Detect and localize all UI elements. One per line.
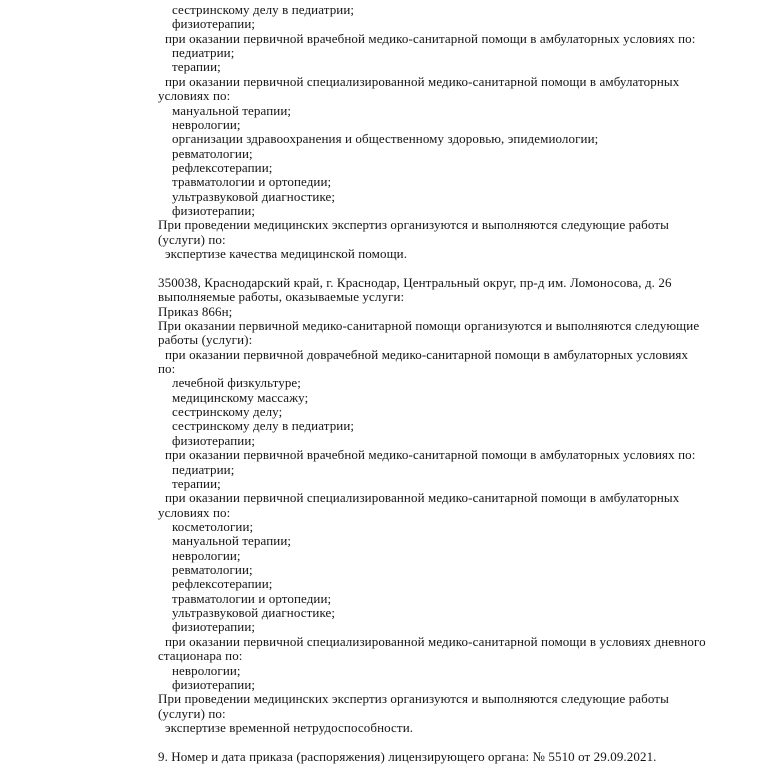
document-line: При проведении медицинских экспертиз организуются и выполняются следующие работы bbox=[158, 691, 669, 707]
document-line: при оказании первичной специализированной медико-санитарной помощи в амбулаторных bbox=[165, 490, 680, 506]
document-line: физиотерапии; bbox=[172, 16, 256, 32]
document-line: при оказании первичной врачебной медико-санитарной помощи в амбулаторных условиях по: bbox=[165, 447, 696, 463]
document-line: неврологии; bbox=[172, 547, 241, 563]
document-line: терапии; bbox=[172, 475, 221, 491]
document-line: экспертизе качества медицинской помощи. bbox=[165, 246, 408, 262]
document-line: мануальной терапии; bbox=[172, 533, 292, 549]
document-line: по: bbox=[158, 360, 176, 376]
document-line: при оказании первичной врачебной медико-санитарной помощи в амбулаторных условиях по: bbox=[165, 30, 696, 46]
document-line: условиях по: bbox=[158, 504, 231, 520]
document-line: ревматологии; bbox=[172, 145, 253, 161]
document-line: терапии; bbox=[172, 59, 221, 75]
document-line: Приказ 866н; bbox=[158, 303, 233, 319]
document-line: При оказании первичной медико-санитарной помощи организуются и выполняются следующие bbox=[158, 317, 700, 333]
document-line: работы (услуги): bbox=[158, 332, 253, 348]
document-line: травматологии и ортопедии; bbox=[172, 590, 332, 606]
document-line: физиотерапии; bbox=[172, 203, 256, 219]
document-line: сестринскому делу; bbox=[172, 404, 283, 420]
document-line: при оказании первичной специализированной медико-санитарной помощи в амбулаторных bbox=[165, 73, 680, 89]
document-line: стационара по: bbox=[158, 648, 243, 664]
document-line: неврологии; bbox=[172, 662, 241, 678]
document-line: 9. Номер и дата приказа (распоряжения) лицензирующего органа: № 5510 от 29.09.2021. bbox=[158, 748, 657, 764]
document-line bbox=[158, 261, 774, 275]
document-line: медицинскому массажу; bbox=[172, 389, 309, 405]
document-line: физиотерапии; bbox=[172, 619, 256, 635]
document-line: рефлексотерапии; bbox=[172, 576, 273, 592]
document-line: (услуги) по: bbox=[158, 705, 226, 721]
document-line: При проведении медицинских экспертиз организуются и выполняются следующие работы bbox=[158, 217, 669, 233]
document-line bbox=[158, 735, 774, 749]
document-line: (услуги) по: bbox=[158, 231, 226, 247]
document-line: косметологии; bbox=[172, 518, 254, 534]
document-line: выполняемые работы, оказываемые услуги: bbox=[158, 289, 405, 305]
document-line: неврологии; bbox=[172, 116, 241, 132]
document-page bbox=[158, 3, 774, 764]
document-line: сестринскому делу в педиатрии; bbox=[172, 418, 355, 434]
document-line: условиях по: bbox=[158, 88, 231, 104]
document-line: при оказании первичной специализированной медико-санитарной помощи в условиях дневного bbox=[165, 633, 706, 649]
document-line: педиатрии; bbox=[172, 461, 235, 477]
document-line: лечебной физкультуре; bbox=[172, 375, 302, 391]
document-line: экспертизе временной нетрудоспособности. bbox=[165, 719, 414, 735]
document-line: мануальной терапии; bbox=[172, 102, 292, 118]
document-line: ультразвуковой диагностике; bbox=[172, 188, 336, 204]
document-line: физиотерапии; bbox=[172, 676, 256, 692]
document-line: ультразвуковой диагностике; bbox=[172, 605, 336, 621]
document-line: 350038, Краснодарский край, г. Краснодар, Центральный округ, пр-д им. Ломоносова, д. 26 bbox=[158, 274, 672, 290]
document-line: ревматологии; bbox=[172, 562, 253, 578]
document-line: организации здравоохранения и общественному здоровью, эпидемиологии; bbox=[172, 131, 599, 147]
document-line: педиатрии; bbox=[172, 45, 235, 61]
document-line: физиотерапии; bbox=[172, 432, 256, 448]
document-line: сестринскому делу в педиатрии; bbox=[172, 2, 355, 17]
document-line: травматологии и ортопедии; bbox=[172, 174, 332, 190]
document-line: при оказании первичной доврачебной медико-санитарной помощи в амбулаторных условиях bbox=[165, 346, 689, 362]
document-line: рефлексотерапии; bbox=[172, 159, 273, 175]
